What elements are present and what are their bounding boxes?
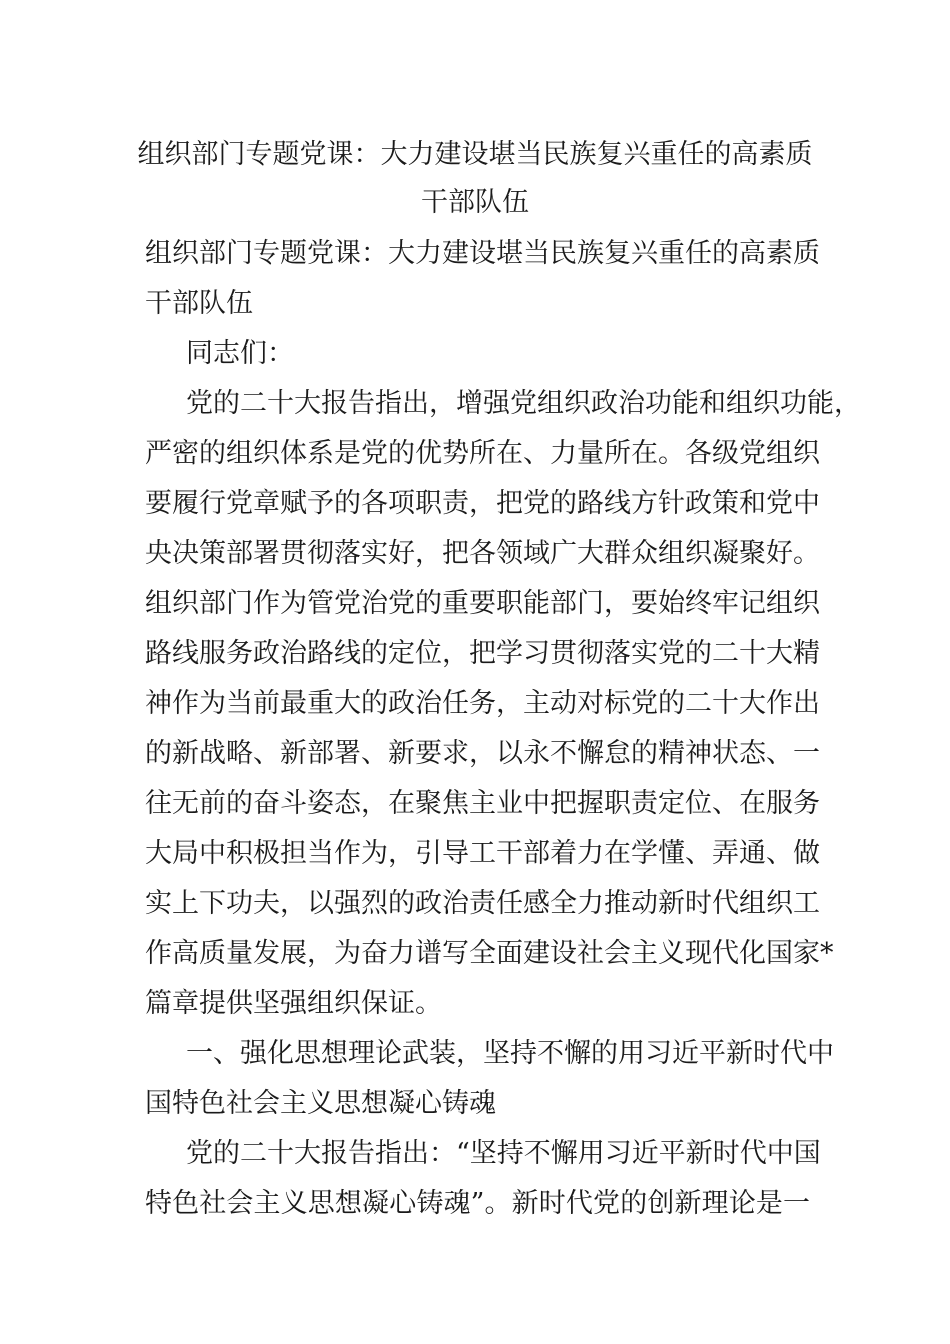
paragraph1-line-4: 央决策部署贯彻落实好，把各领域广大群众组织凝聚好。 [145, 538, 820, 569]
paragraph1-line-12: 作高质量发展，为奋力谱写全面建设社会主义现代化国家* [145, 938, 834, 969]
paragraph1-line-8: 的新战略、新部署、新要求，以永不懈怠的精神状态、一 [145, 738, 820, 769]
document-title-line-2: 干部队伍 [421, 187, 529, 218]
paragraph1-line-7: 神作为当前最重大的政治任务，主动对标党的二十大作出 [145, 688, 820, 719]
heading-repeat-line-1: 组织部门专题党课：大力建设堪当民族复兴重任的高素质 [145, 238, 820, 269]
document-title-line-1: 组织部门专题党课：大力建设堪当民族复兴重任的高素质 [137, 139, 813, 170]
paragraph1-line-9: 往无前的奋斗姿态，在聚焦主业中把握职责定位、在服务 [145, 788, 820, 819]
paragraph1-line-11: 实上下功夫，以强烈的政治责任感全力推动新时代组织工 [145, 888, 820, 919]
paragraph1-line-5: 组织部门作为管党治党的重要职能部门，要始终牢记组织 [145, 588, 820, 619]
paragraph1-line-3: 要履行党章赋予的各项职责，把党的路线方针政策和党中 [145, 488, 820, 519]
paragraph1-line-13: 篇章提供坚强组织保证。 [145, 988, 442, 1019]
paragraph1-line-10: 大局中积极担当作为，引导工干部着力在学懂、弄通、做 [145, 838, 820, 869]
section1-heading-line-2: 国特色社会主义思想凝心铸魂 [145, 1088, 496, 1119]
paragraph2-line-2: 特色社会主义思想凝心铸魂”。新时代党的创新理论是一 [145, 1188, 810, 1219]
heading-repeat-line-2: 干部队伍 [145, 288, 253, 319]
paragraph1-line-1: 党的二十大报告指出，增强党组织政治功能和组织功能， [186, 388, 861, 419]
paragraph2-line-1: 党的二十大报告指出：“坚持不懈用习近平新时代中国 [186, 1138, 821, 1169]
section1-heading-line-1: 一、强化思想理论武装，坚持不懈的用习近平新时代中 [186, 1038, 834, 1069]
salutation: 同志们： [186, 338, 294, 369]
paragraph1-line-6: 路线服务政治路线的定位，把学习贯彻落实党的二十大精 [145, 638, 820, 669]
paragraph1-line-2: 严密的组织体系是党的优势所在、力量所在。各级党组织 [145, 438, 820, 469]
